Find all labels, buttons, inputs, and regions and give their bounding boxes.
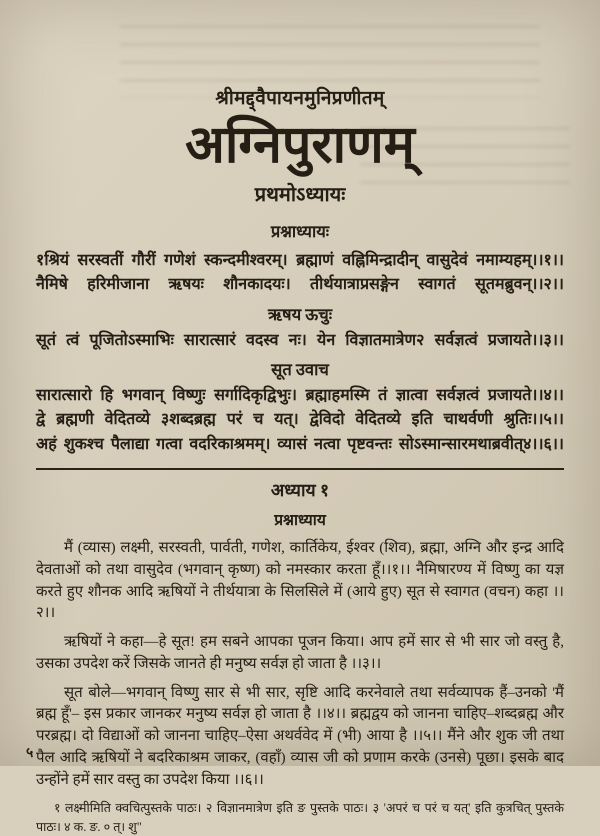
page-number: ५: [26, 746, 34, 761]
chapter-heading: प्रथमोऽध्यायः: [254, 183, 346, 206]
hindi-commentary-paragraph: सूत बोले—भगवान् विष्णु सार से भी सार, सृष्टि आदि करनेवाले तथा सर्वव्यापक हैं–उनको 'मैं ब्रह्म हूँ'– इस प्रकार जानकर मनुष्य सर्वज्ञ हो जाता है ।।४।। ब्रह्मद्वय को जानना चाहिए–शब्दब्रह्म और परब्रह्म। दो विद्याओं को जानना चाहिए–ऐसा अथर्ववेद में (भी) आया है ।।५।। मैंने और शुक जी तथा पैल आदि ऋषियों ने बदरिकाश्रम जाकर, (वहाँ) व्यास जी को प्रणाम करके (उनसे) पूछा। इसके बाद उन्होंने हमें सार वस्तु का उपदेश किया ।।६।।: [36, 684, 564, 788]
hindi-commentary-paragraph: मैं (व्यास) लक्ष्मी, सरस्वती, पार्वती, गणेश, कार्तिकेय, ईश्वर (शिव), ब्रह्मा, अग्नि और इन्द्र आदि देवताओं को तथा वासुदेव (भगवान् कृष्ण) को नमस्कार करता हूँ।।१।। नैमिषारण्य में विष्णु का यज्ञ करते हुए शौनक आदि ऋषियों ने तीर्थयात्रा के सिलसिले में (आये हुए) सूत से स्वागत (वचन) कहा ।।२।।: [36, 540, 564, 622]
hindi-commentary-paragraph: ऋषियों ने कहा—हे सूत! हम सबने आपका पूजन किया। आप हमें सार से भी सार जो वस्तु है, उसका उपदेश करें जिसके जानते ही मनुष्य सर्वज्ञ हो जाता है ।।३।।: [36, 634, 564, 672]
footnotes: १ लक्ष्मीमिति क्वचित्पुस्तके पाठः। २ विज्ञानमात्रेण इति ङ पुस्तके पाठः। ३ 'अपरं च परं च यत्' इति कुत्रचित् पुस्तके पाठः। ४ क. ङ. ० त्। शु": [36, 801, 564, 834]
section-heading: प्रश्नाध्यायः: [270, 221, 330, 241]
sanskrit-verse-2: नैमिषे हरिमीजाना ऋषयः शौनकादयः। तीर्थयात्राप्रसङ्गेन स्वागतं सूतमब्रुवन्।।२।।: [36, 276, 564, 294]
hindi-section-label: प्रश्नाध्याय: [274, 512, 326, 530]
section-divider: [36, 468, 564, 470]
speaker-heading-rishi: ऋषय ऊचुः: [267, 304, 333, 324]
sanskrit-verse-1: १श्रियं सरस्वतीं गौरीं गणेशं स्कन्दमीश्वरम्। ब्रह्माणं वह्निमिन्द्रादीन् वासुदेवं नमाम्यहम्।।१।।: [36, 251, 564, 269]
sanskrit-verse-5: द्वे ब्रह्मणी वेदितव्ये ३शब्दब्रह्म परं च यत्। द्वेविदो वेदितव्ये इति चाथर्वणी श्रुतिः।।५।।: [36, 411, 564, 429]
author-line: श्रीमद्द्वैपायनमुनिप्रणीतम्: [215, 88, 385, 109]
book-title: अग्निपुराणम्: [185, 117, 415, 174]
sanskrit-verse-6: अहं शुकश्च पैलाद्या गत्वा वदरिकाश्रमम्। व्यासं नत्वा पृष्टवन्तः सोऽस्मान्सारमथाब्रवीत्४।।६।।: [36, 435, 564, 453]
sanskrit-verse-4: सारात्सारो हि भगवान् विष्णुः सर्गादिकृद्विभुः। ब्रह्माहमस्मि तं ज्ञात्वा सर्वज्ञत्वं प्रजायते।।४।।: [36, 386, 564, 404]
hindi-chapter-label: अध्याय १: [270, 480, 330, 501]
sanskrit-verse-3: सूतं त्वं पूजितोऽस्माभिः सारात्सारं वदस्व नः। येन विज्ञातमात्रेण२ सर्वज्ञत्वं प्रजायते।।३।।: [36, 331, 564, 349]
speaker-heading-suta: सूत उवाच: [271, 359, 329, 379]
